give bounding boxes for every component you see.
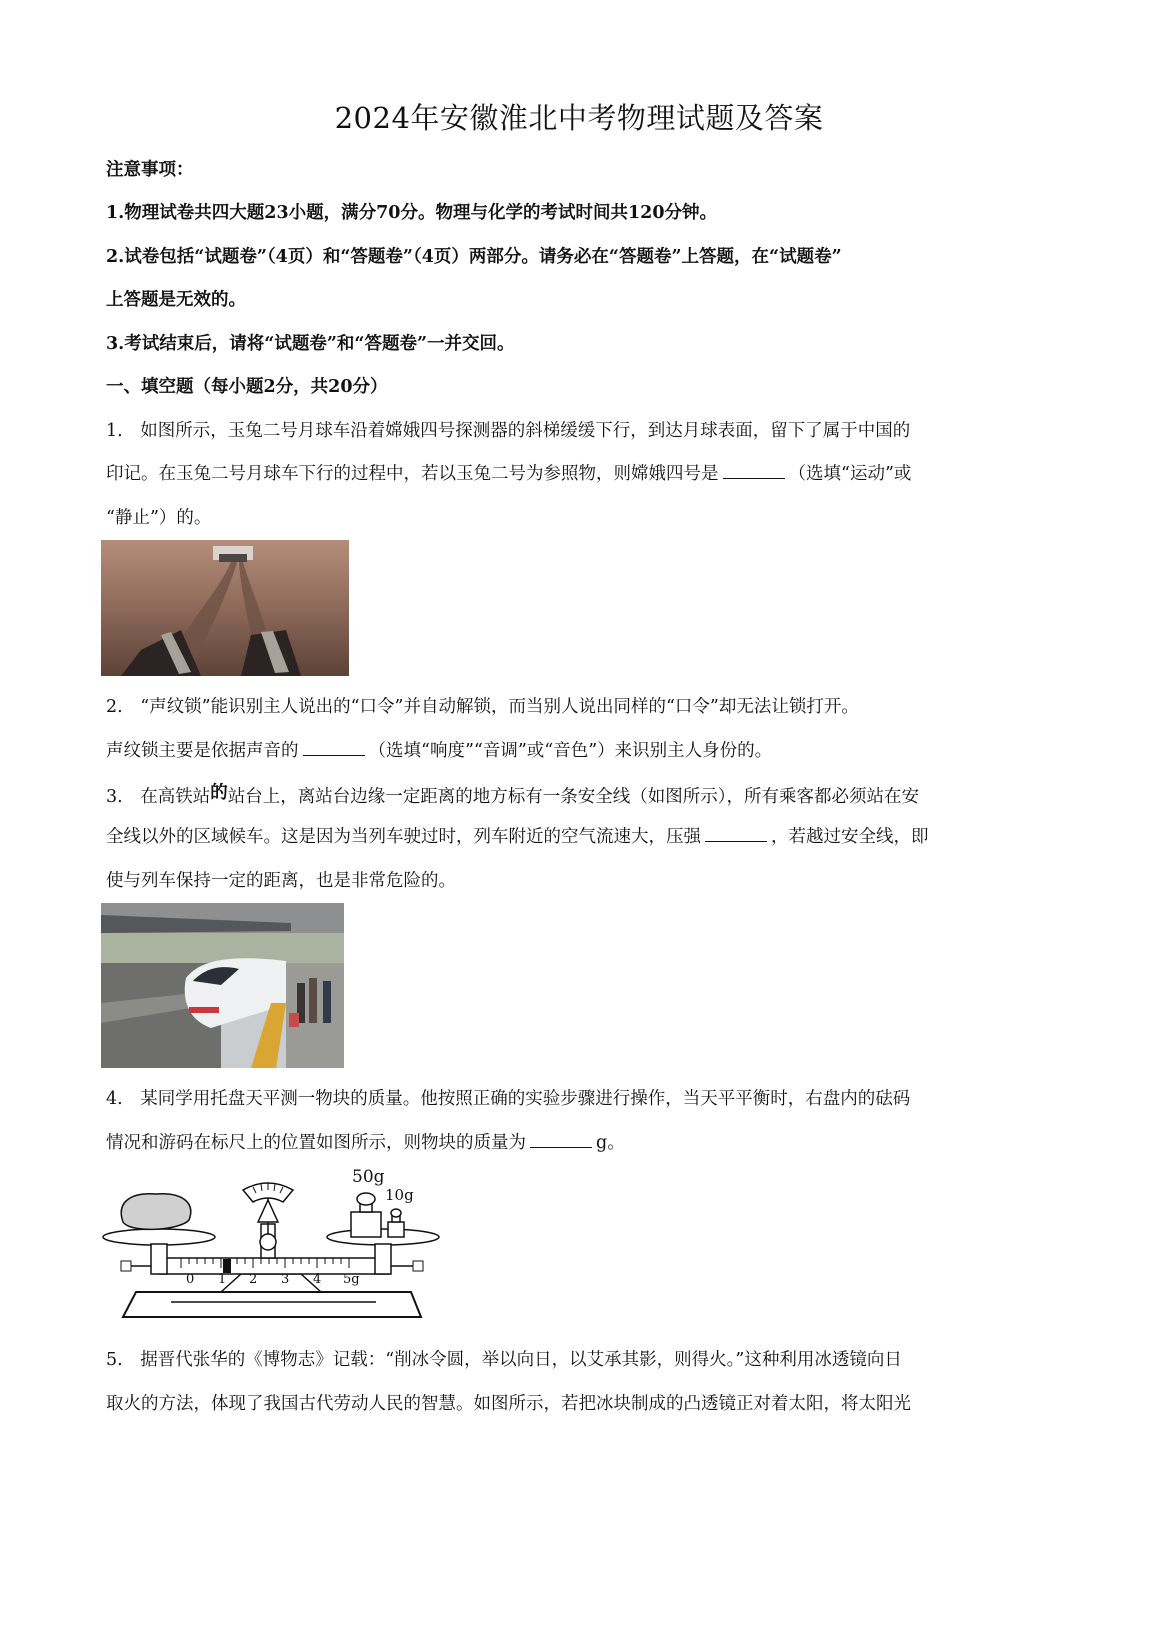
question-3-text-b: 站台上，离站台边缘一定距离的地方标有一条安全线（如图所示），所有乘客都必须站在安: [227, 787, 919, 807]
notice-heading: 注意事项：: [106, 160, 194, 180]
question-3-line-2: [106, 823, 929, 848]
question-4-line-1: 4. 某同学用托盘天平测一物块的质量。他按照正确的实验步骤进行操作，当天平平衡时，右盘内的砝码: [106, 1089, 911, 1109]
question-5-line-2: 取火的方法，体现了我国古代劳动人民的智慧。如图所示，若把冰块制成的凸透镜正对着太阳，将太阳光: [106, 1394, 911, 1414]
question-1-line-3: “静止”）的。: [106, 508, 212, 528]
question-4-line-2: [106, 1129, 625, 1154]
scale-tick-0: 0: [186, 1272, 195, 1287]
question-4-text-a: 情况和游码在标尺上的位置如图所示，则物块的质量为: [106, 1133, 526, 1153]
balance-diagram: [101, 1162, 446, 1330]
question-2-line-1: 2. “声纹锁”能识别主人说出的“口令”并自动解锁，而当别人说出同样的“口令”却无法让锁打开。: [106, 697, 859, 717]
high-speed-rail-photo: [101, 903, 344, 1068]
question-4-text-b: g。: [596, 1133, 625, 1153]
question-3-text-a: 3. 在高铁站: [106, 787, 211, 807]
scale-tick-4: 4: [313, 1272, 322, 1287]
notice-item-3: 3.考试结束后，请将“试题卷”和“答题卷”一并交回。: [106, 334, 515, 354]
question-3-text-c: 全线以外的区域候车。这是因为当列车驶过时，列车附近的空气流速大，压强: [106, 827, 701, 847]
question-1-line-2: [106, 460, 911, 485]
question-3-line-3: 使与列车保持一定的距离，也是非常危险的。: [106, 871, 456, 891]
scale-tick-2: 2: [249, 1272, 258, 1287]
notice-item-2: 2.试卷包括“试题卷”（4页）和“答题卷”（4页）两部分。请务必在“答题卷”上答题，在“试题卷”: [106, 247, 842, 267]
question-1-text-b: （选填“运动”或: [788, 464, 912, 484]
scale-tick-5g: 5g: [343, 1272, 360, 1287]
question-3-line-1: [106, 783, 919, 808]
question-5-line-1: 5. 据晋代张华的《博物志》记载：“削冰令圆，举以向日，以艾承其影，则得火。”这种利用冰透镜向日: [106, 1350, 902, 1370]
section-heading: 一、填空题（每小题2分，共20分）: [106, 377, 388, 397]
answer-blank: [723, 460, 785, 479]
notice-item-1: 1.物理试卷共四大题23小题，满分70分。物理与化学的考试时间共120分钟。: [106, 203, 718, 223]
scale-tick-1: 1: [218, 1272, 227, 1287]
question-2-line-2: [106, 737, 772, 762]
question-1-text-a: 印记。在玉兔二号月球车下行的过程中，若以玉兔二号为参照物，则嫦娥四号是: [106, 464, 719, 484]
question-3-text-d: ，若越过安全线，即: [771, 827, 929, 847]
answer-blank: [705, 823, 767, 842]
question-2-text-b: （选填“响度”“音调”或“音色”）来识别主人身份的。: [368, 741, 773, 761]
lunar-rover-photo: [101, 540, 349, 676]
answer-blank: [303, 737, 365, 756]
question-3-text-de: 的: [210, 783, 228, 803]
page-title: 2024年安徽淮北中考物理试题及答案: [334, 101, 824, 135]
notice-item-2-cont: 上答题是无效的。: [106, 290, 246, 310]
weight-label-10g: 10g: [385, 1186, 414, 1204]
weight-label-50g: 50g: [352, 1167, 385, 1187]
scale-tick-3: 3: [281, 1272, 290, 1287]
question-2-text-a: 声纹锁主要是依据声音的: [106, 741, 299, 761]
answer-blank: [530, 1129, 592, 1148]
question-1-line-1: 1. 如图所示，玉兔二号月球车沿着嫦娥四号探测器的斜梯缓缓下行，到达月球表面，留下了属于中国的: [106, 421, 911, 441]
